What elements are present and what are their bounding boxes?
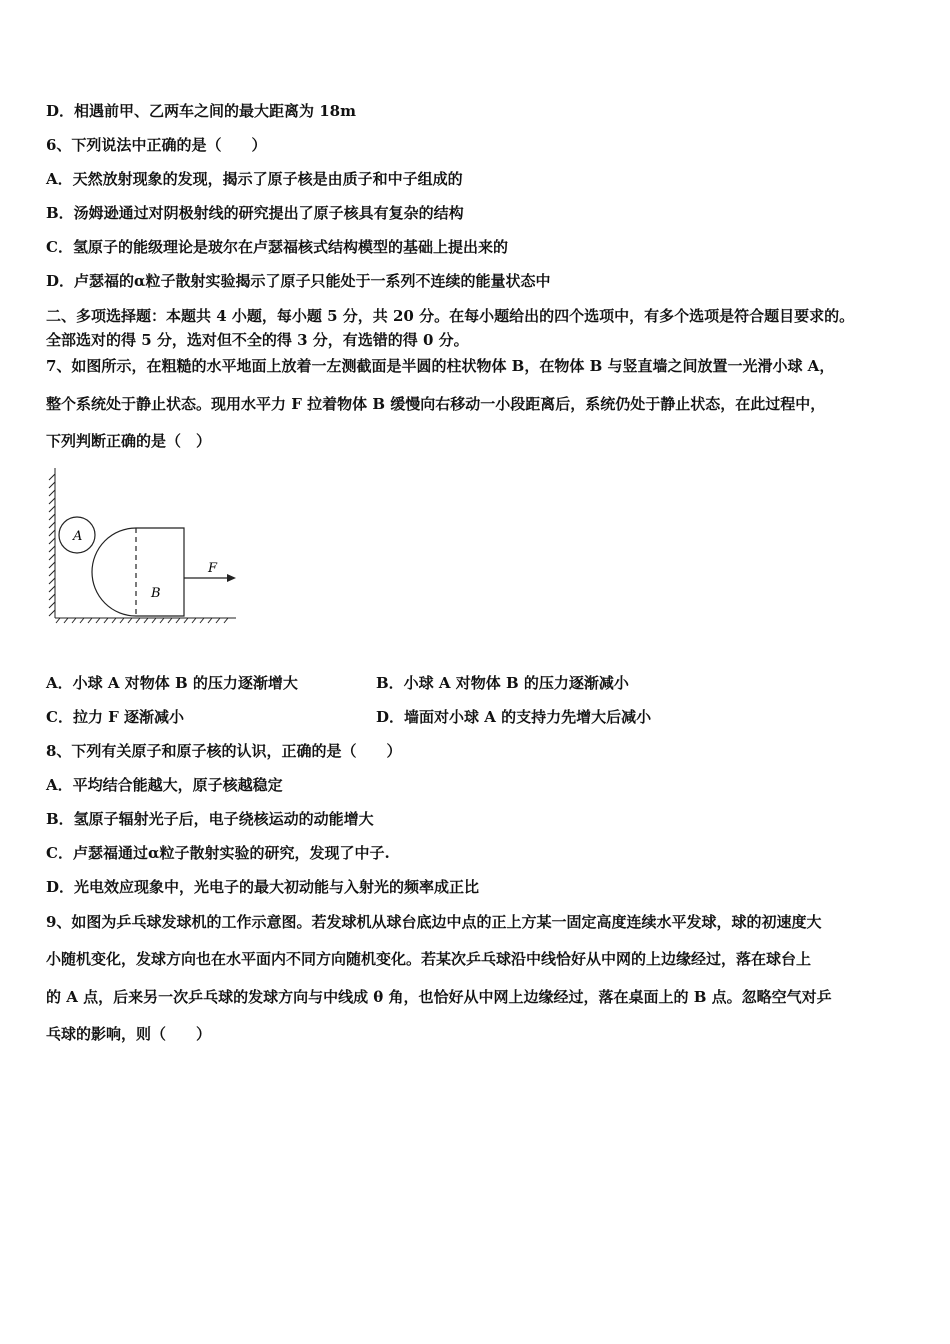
- section2-heading-line2: 全部选对的得 5 分，选对但不全的得 3 分，有选错的得 0 分。: [46, 331, 469, 349]
- q9-stem-line1: 9、如图为乒乓球发球机的工作示意图。若发球机从球台底边中点的正上方某一固定高度连续水平发球，球的初速度大: [46, 913, 822, 931]
- q9-stem-line4: 乓球的影响，则（ ）: [46, 1025, 212, 1043]
- q7-option-d: D．墙面对小球 A 的支持力先增大后减小: [376, 708, 652, 726]
- q7-stem-line1: 7、如图所示，在粗糙的水平地面上放着一左测截面是半圆的柱状物体 B，在物体 B 与竖直墙之间放置一光滑小球 A，: [46, 357, 835, 375]
- q8-option-b: B．氢原子辐射光子后，电子绕核运动的动能增大: [46, 810, 374, 828]
- q6-option-c: C．氢原子的能级理论是玻尔在卢瑟福核式结构模型的基础上提出来的: [46, 238, 508, 256]
- q6-option-b: B．汤姆逊通过对阴极射线的研究提出了原子核具有复杂的结构: [46, 204, 464, 222]
- q5-option-d: D．相遇前甲、乙两车之间的最大距离为 18m: [46, 102, 356, 120]
- label-f: F: [208, 561, 218, 576]
- q7-diagram: [46, 466, 246, 626]
- ground-hatching: [55, 618, 236, 623]
- label-a: A: [73, 529, 83, 544]
- wall-hatching: [49, 468, 55, 618]
- q9-stem-line2: 小随机变化，发球方向也在水平面内不同方向随机变化。若某次乒乓球沿中线恰好从中网的上边缘经过，落在球台上: [46, 950, 812, 968]
- q6-stem: 6、下列说法中正确的是（ ）: [46, 136, 267, 154]
- q7-option-b: B．小球 A 对物体 B 的压力逐渐减小: [376, 674, 629, 692]
- q6-option-a: A．天然放射现象的发现，揭示了原子核是由质子和中子组成的: [46, 170, 463, 188]
- force-arrowhead: [227, 574, 236, 582]
- q7-option-c: C．拉力 F 逐渐减小: [46, 708, 185, 726]
- q6-option-d: D．卢瑟福的α粒子散射实验揭示了原子只能处于一系列不连续的能量状态中: [46, 272, 551, 290]
- label-b: B: [151, 586, 161, 601]
- q8-option-c: C．卢瑟福通过α粒子散射实验的研究，发现了中子.: [46, 844, 390, 862]
- object-b: [92, 528, 184, 616]
- section2-heading-line1: 二、多项选择题：本题共 4 小题，每小题 5 分，共 20 分。在每小题给出的四个选项中，有多个选项是符合题目要求的。: [46, 307, 855, 325]
- q7-stem-line3: 下列判断正确的是（ ）: [46, 432, 212, 450]
- q7-option-a: A．小球 A 对物体 B 的压力逐渐增大: [46, 674, 298, 692]
- q8-option-d: D．光电效应现象中，光电子的最大初动能与入射光的频率成正比: [46, 878, 480, 896]
- q9-stem-line3: 的 A 点，后来另一次乒乓球的发球方向与中线成 θ 角，也恰好从中网上边缘经过，落在桌面上的 B 点。忽略空气对乒: [46, 988, 832, 1006]
- q7-stem-line2: 整个系统处于静止状态。现用水平力 F 拉着物体 B 缓慢向右移动一小段距离后，系统仍处于静止状态，在此过程中，: [46, 395, 826, 413]
- q7-figure: [46, 466, 246, 626]
- q8-stem: 8、下列有关原子和原子核的认识，正确的是（ ）: [46, 742, 402, 760]
- q8-option-a: A．平均结合能越大，原子核越稳定: [46, 776, 283, 794]
